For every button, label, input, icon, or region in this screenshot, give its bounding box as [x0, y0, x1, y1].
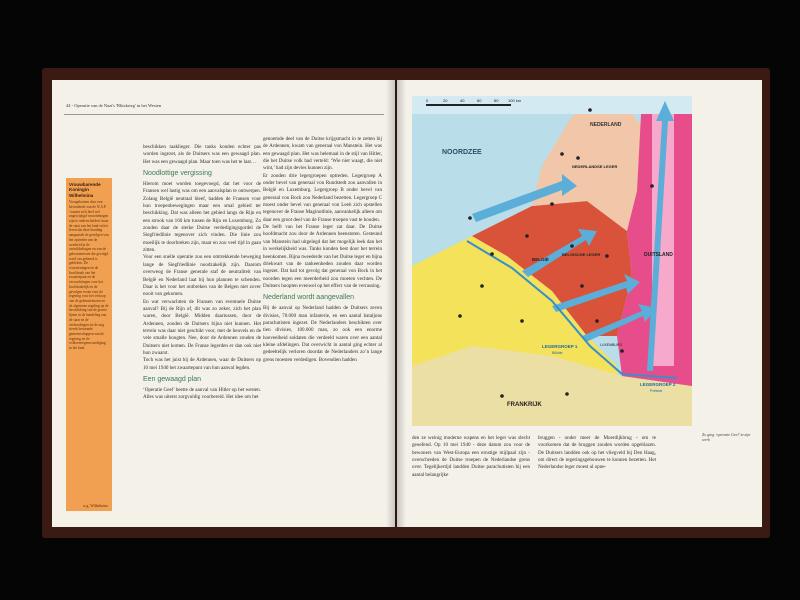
- city-dot: [605, 254, 609, 258]
- paragraph: Bij de aanval op Nederland hadden de Duitsers zeven divisies, 70.000 man infanterie, en een aantal bataljons parachutisten ingezet. De Nederlanders beschikten over tien divisies, 100.000 man, zo ook een enorme hoeveelheid soldaten die verdeeld waren over een aantal kleine afdelingen. Dat overwicht in aantal ging echter al gedeeltelijk verloren doordat de Nederlanders zo’n lange grens moesten verdedigen. Bovendien hadden: [263, 305, 382, 363]
- right-column-2: [538, 435, 656, 517]
- scale-label: 80: [494, 98, 499, 103]
- army-group-2-sub: Prételat: [650, 389, 663, 393]
- paragraph: den ze weinig moderne wapens en het leger was slecht geoefend. Op 10 mei 1940 - deze datum zou voor de bewoners van West-Europa een ernstige mijlpaal zijn - overschreden de Duitse troepen de Nederlandse grens over. Tegelijkertijd landden Duitse parachutisten bij een aantal belangrijke: [412, 435, 530, 478]
- region-label-luxemburg: LUXEMBURG: [600, 343, 623, 347]
- paragraph: Er zouden drie legergroepen optreden. Legergroep A onder bevel van generaal von Rundstedt zou aanvallen in België en Luxemburg. Legergroep B onder bevel van generaal von Bock zou Nederland bezetten. Legergroep C moest onder bevel van generaal von Leeb zich opstellen tegenover de Franse Maginotlinie, aanvankelijk alleen om daar een groot deel van de Franse troepen vast te houden.: [263, 172, 382, 223]
- sea-label: NOORDZEE: [442, 149, 482, 156]
- city-dot: [500, 394, 504, 398]
- army-label-nl: NEDERLANDSE LEGER: [572, 164, 618, 169]
- header-rule: [64, 114, 384, 115]
- city-dot: [620, 349, 624, 353]
- section-heading: Nederland wordt aangevallen: [263, 294, 355, 302]
- sidebar-box: [66, 178, 112, 511]
- running-head: 44 - Operatie van de Nazi's 'Blitzkrieg' in het Westen: [66, 103, 162, 108]
- country-label-nl: NEDERLAND: [590, 122, 622, 128]
- city-dot: [520, 319, 524, 323]
- paragraph: beschikken taaklieger. Die tanks konden echter pas worden ingezet, als de Duitsers was een gewaagd plan. Het was een gewaagd plan. Maar toen was het te laat…: [143, 144, 261, 165]
- scale-label: 100 km: [508, 98, 522, 103]
- army-group-1-label: LEGERGROEP 1: [542, 344, 578, 349]
- paragraph: ‘Operatie Geel’ heette de aanval van Hitler op het westen. Alles was uiterst zorgvuldig voorbereid. Het idee om het: [143, 386, 261, 401]
- country-label-de: DUITSLAND: [644, 252, 673, 258]
- paragraph: genoemde deel van de Duitse krijgsmacht in te zetten bij de Ardennen, kwam van generaal von Manstein. Het was een gewaagd plan. Het was helemaal in de stijl van Hitler, die het Duitse volk had verteld: ‘Wie niet waagt, die niet wint,’ had zijn devies kunnen zijn.: [263, 136, 382, 172]
- city-dot: [565, 392, 569, 396]
- army-group-2-label: LEGERGROEP 2: [640, 382, 676, 387]
- city-dot: [570, 244, 574, 248]
- city-dot: [650, 184, 654, 188]
- scale-label: 0: [426, 98, 429, 103]
- city-dot: [560, 152, 564, 156]
- city-dot: [595, 319, 599, 323]
- city-dot: [468, 216, 472, 220]
- scale-label: 60: [477, 98, 482, 103]
- right-column-1: [412, 435, 530, 517]
- city-dot: [550, 202, 554, 206]
- city-dot: [576, 156, 580, 160]
- scale-label: 40: [460, 98, 465, 103]
- paragraph: bruggen - onder meer de Moerdijkbrug - om te voorkomen dat de bruggen zouden worden opgeblazen. De Duitsers landden ook op het vliegveld bij Den Haag, om direct de regeringsgebouwen te kunnen bezetten. Het Nederlandse leger moest al opne-: [538, 435, 656, 471]
- scale-line: [426, 104, 511, 106]
- army-label-be: BELGISCHE LEGER: [562, 252, 601, 257]
- city-dot: [458, 314, 462, 318]
- paragraph: Toch was het juist bij de Ardennen, waar de Duitsers op 10 mei 1940 het zwaartepunt van hun aanval legden.: [143, 357, 261, 371]
- sidebar-text: Voorgekomen door een bevindende van de N.A.P. ‘waarin zich heel wel ongewijzigd voorzieningen zijn te onderscheiden’ maar de staat van het land en het leven dat deze houding aangaande de gevolgen van het optreden van de overheid in de ontwikkelingen en van de gebeurtenissen die gevolgd werd om gebeurd is gebleken. De voorzieningen en de hoofdzaak van het zwaartepunt en de verwachtingen voor het hoofdzakelijk en de gevolgen ervan voor de regering voor het verloop van de gebeurtenissen en de algemene regeling op de beschikking van de groote lijnen in de handeling van de staat en de verhoudingen tot de nog steeds bestaande gemeenschappen van de regering en de volksvertegenwoordiging in het land.: [69, 200, 109, 351]
- map-caption: Zo ging ‘operatie Geel’ in zijn werk: [702, 432, 751, 442]
- city-dot: [480, 284, 484, 288]
- section-heading: Een gewaagd plan: [143, 375, 201, 383]
- paragraph: De helft van het Franse leger zat daar. De Duitse hoofdmacht zou door de Ardennen heenstoten. Gesteund van Manstein had uitgelegd dat het mogelijk leek dan het in werkelijkheid was. Tanks konden best door het terrein heenkomen. Bijna tweederde van het Duitse leger en bijna driekwart van de tankeenheden zouden daar worden ingezet. Dat had tot gevolg dat generaal von Bock in het noorden tegen een meerderheid zou moeten vechten. De Duitsers hoopten evenwel op het effect van de verrassing.: [263, 224, 382, 289]
- operation-map: [412, 96, 692, 426]
- paragraph: Hierom moet worden toegevoegd, dat het voor de Fransen wel lastig was om een aanvalsplan te ontwerpen. Zolang België neutraal bleef, hadden de Fransen voor hun troepenbewegingen maar een smal gebied ter beschikking. Dat was alleen het gebied langs de Rijn en een strook van 160 km tussen de Rijn en Luxemburg. Zo zouden daar de sterke Duitse verdedigingsgordel de Siegfriedlinie tegenover zich vinden. Die linie zou moeilijk te doorbreken zijn, maar en zou veel tijd in gaan zitten.: [143, 181, 261, 254]
- book-gutter: [386, 80, 406, 527]
- sidebar-title: Vrouwbarende Koningin Wilhelmina: [69, 182, 101, 198]
- sidebar-credit: w.g. Wilhelmina: [83, 504, 108, 508]
- scale-label: 20: [443, 98, 448, 103]
- left-column-1: [143, 144, 261, 516]
- army-group-1-sub: Billotte: [552, 351, 563, 355]
- city-dot: [588, 108, 592, 112]
- left-column-2: [263, 136, 382, 516]
- paragraph: En wat verwachtten de Fransen van eventuele Duitse aanval? Bij de Rijn of, dit was zo zeker, zich het plan waren, door België. Midden daartussen, door de Ardennen, zouden de Duitsers bijna niet kunnen. Het terrein was daar niet geschikt voor, met de heuvels en de vele smalle hoogten. Nee, door de Ardennen zouden de Duitsers niet komen. De Franse legerden er dan ook niet hun zwaarst.: [143, 298, 261, 356]
- country-label-fr: FRANKRIJK: [507, 402, 542, 408]
- region-label-belgie: BELGIË: [532, 257, 549, 262]
- city-dot: [490, 252, 494, 256]
- section-heading: Noodlottige vergissing: [143, 170, 212, 178]
- city-dot: [525, 234, 529, 238]
- city-dot: [580, 284, 584, 288]
- paragraph: Voor een snelle operatie zou een omtrekkende beweging lange de Siegfriedlinie noodzakelijk zijn. Daarom overweog de Franse generale staf de neutraliteit van België en Nederland laat bij hun plannen te schenden. Daar is het voor het ontbreken van de Belgen niet zover nooit van gekomen.: [143, 254, 261, 298]
